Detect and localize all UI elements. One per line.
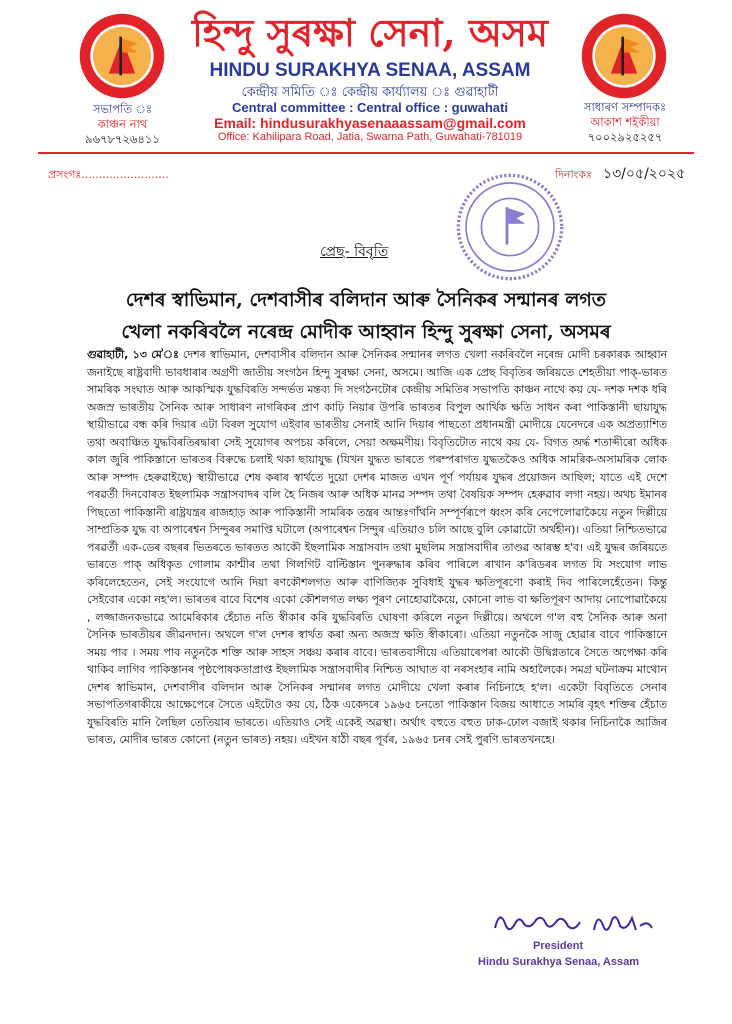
saffron-flag-icon [580,12,668,100]
body-text: দেশৰ স্বাভিমান, দেশবাসীৰ বলিদান আৰু সৈনিকৰ সন্মানৰ লগত খেলা নকৰিবলৈ নৰেন্দ্ৰ মোদী চৰকাৰক আহ্বান জনাইছে ৰাষ্ট্ৰবাদী ভাবধাৰাৰ অগ্ৰণী জাতীয় সংগঠন হিন্দু সুৰক্ষা সেনা, অসমে। আজি এক প্ৰেছ বিবৃতিৰ জৰিয়তে শেহতীয়া পাক্-ভাৰত সামৰিক সংঘাত আৰু আকস্মিক যুদ্ধবিৰতি সন্দৰ্ভত মন্তব্য দি সংগঠনটোৰ কেন্দ্ৰীয় সমিতিৰ সভাপতি কাঞ্চন নাথে কয় যে- দশক দশক ধৰি অজস্ৰ ভাৰতীয় সৈনিক আৰু সাধাৰণ নাগৰিকৰ প্ৰাণ কাঢ়ি নিয়াৰ উপৰি ভাৰতৰ বিপুল আৰ্থিক ক্ষতি সাধন কৰা পাকিস্তানী ছায়াযুদ্ধ স্থায়ীভাৱে বন্ধ কৰি দিয়াৰ এটা বিৰল সুযোগ এইবাৰ ভাৰতীয় সেনাই আনি দিয়াৰ পাছতো প্ৰধানমন্ত্ৰী মোদীয়ে যেনেদৰে এক অপ্ৰত্যাশিত তথা অবাঞ্চিত যুদ্ধবিৰতিৰদ্বাৰা সেই সুযোগৰ অপচয় কৰিলে, সেয়া অক্ষমণীয়। বিবৃতিটোত নাথে কয় যে- বিগত অৰ্দ্ধ শতাব্দীৰো অধিক কাল জুৰি পাকিস্তানে ভাৰতৰ বিৰুদ্ধে চলাই থকা ছায়াযুদ্ধ (যিখন যুদ্ধত ভাৰতে পৰম্পৰাগত যুদ্ধতকৈও অধিক সামৰিক-অসামৰিক লোক আৰু সম্পদ হেৰুৱাইছে) স্থায়ীভাৱে শেষ কৰাৰ স্বাৰ্থতে দুয়ো দেশৰ মাজত এখন পূৰ্ণ পৰ্যায়ৰ যুদ্ধৰ প্ৰয়োজন আছিল; যাতে এই দেশে পৰৱৰ্তী দিনবোৰত ইছলামিক সন্ত্ৰাসবাদৰ বলি হৈ নিজৰ আৰু অধিক মানৱ সম্পদ তথা বৈষয়িক সম্পদ হেৰুৱাব লগা নহয়। অথচ ইমানৰ পিছতো পাকিস্তানী ৰাষ্ট্ৰযন্ত্ৰৰ ৰাজহাড় আৰু পাকিস্তানী সামৰিক তন্ত্ৰৰ আন্তঃগাঁথনি সম্পূৰ্ণৰূপে ধ্বংস কৰি নেপেলোৱাকৈয়ে নতুন দিল্লীয়ে সাম্প্ৰতিক যুদ্ধ বা অপাৰেশ্বন সিন্দুৰৰ সমাপ্তি ঘটালে (অপাৰেশ্বন সিন্দুৰ এতিয়াও চলি আছে বুলি কোৱাটো অৰ্থহীন)। এতিয়া নিশ্চিতভাৱে পৰৱৰ্তী এক-ডেৰ বছৰৰ ভিতৰতে ভাৰতত আকৌ ইছলামিক সন্ত্ৰাসবাদ তথা মুছলিম সন্ত্ৰাসবাদীৰ তাণ্ডৱ আৰম্ভ হ'ব। এই যুদ্ধৰ জৰিয়তে ভাৰতে পাক্ অধিকৃত গোলাম কাশ্মীৰ তথা গিলগিট বাল্টিস্তান পুনৰুদ্ধাৰ কৰিব পাৰিলে ৰাখান ক'ৰিডৰৰ লগত যি সংযোগ লাভ কৰিলেহেতেন, সেই সংযোগে আনি দিয়া ৰণকৌশলগত আৰু বাণিজ্যিক সুবিধাই যুদ্ধৰ ক্ষতিপূৰণো কৰাই দিব পাৰিলেহেঁতেন। কিন্তু সেইবোৰ একো নহ'ল। ভাৰতৰ বাবে বিশেষ একো কৌশলগত লক্ষ্য পূৰণ নোহোৱাকৈয়ে, কোনো লাভ বা ক্ষতিপূৰণ আদায় নোপোৱাকৈয়ে , লজ্জাজনকভাৱে আমেৰিকাৰ হেঁচাত নতি স্বীকাৰ কৰি যুদ্ধবিৰতি ঘোষণা কৰিলে নতুন দিল্লীয়ে। অথলে গ'ল বহু সৈনিক আৰু অনা সৈনিক ভাৰতীয়ৰ জীৱনদান। অথলে গ'ল দেশৰ স্বাৰ্থত কৰা অন্য অজস্ৰ ক্ষতি স্বীকাৰো। এতিয়া নতুনকৈ সাজু হোৱাৰ বাবে পাকিস্তানে সময় পাব । সময় পাব নতুনকৈ শক্তি আৰু সাহস সঞ্চয় কৰাৰ বাবে। ভাৰতবাসীয়ে এতিয়াৰেপৰা আকৌ উদ্বিগ্নতাৰে সৈতে অপেক্ষা কৰি থাকিব লাগিব পাকিস্তানৰ পৃষ্ঠপোষকতাপ্ৰাপ্ত ইছলামিক সন্ত্ৰাসবাদীৰ নিশ্চিত আঘাত বা নৰসংহাৰ নামি অহালৈকে। সমগ্ৰ ঘটনাক্ৰম মাথোন দেশৰ স্বাভিমান, দেশবাসীৰ বলিদান আৰু সৈনিকৰ সন্মানৰ লগত মোদীয়ে খেলা কৰাৰ নিচিনাহে হ'ল। একেটা বিবৃতিতে সেনাৰ সভাপতিগৰাকীয়ে আক্ষেপেৰে সৈতে এইটোও কয় যে, ঠিক একেদৰে ১৯৬৫ চনতো পাকিস্তান বিজয় আধাতে সামৰি বৃহৎ শক্তিৰ হেঁচাত যুদ্ধবিৰতি মানি লৈছিল তেতিয়াৰ ভাৰতে। এতিয়াও সেই একেই অৱস্থা। অৰ্থাৎ বহুতে বহুত ঢাক-ঢোল বজাই থকাৰ নিচিনাকৈ আজিৰ ভাৰত, মোদীৰ ভাৰত কোনো (নতুন ভাৰত) নহয়। এইখন ষাঠী বছৰ পূৰ্বৰ, ১৯৬৫ চনৰ সেই পুৰণি ভাৰতখনহে। [87,348,667,746]
secretary-phone: ৭০০২৯২৫২৫৭ [587,130,663,144]
organization-seal-right [580,12,668,100]
secretary-name: আকাশ শইকীয়া [590,115,660,129]
committee-english: Central committee : Central office : guwahati [232,100,508,115]
stamp-flag-icon [455,172,565,282]
org-email: Email: hindusurakhyasenaaassam@gmail.com [214,115,526,131]
signatory-title: President [533,940,584,952]
date-label: দিনাংকঃ [555,168,592,181]
headline-line-1: দেশৰ স্বাভিমান, দেশবাসীৰ বলিদান আৰু সৈনিকৰ সন্মানৰ লগত [125,289,607,311]
official-stamp [455,172,565,282]
org-title-bengali: হিন্দু সুৰক্ষা সেনা, অসম [192,10,548,55]
saffron-flag-icon [78,12,166,100]
president-name: কাঞ্চন নাথ [97,117,148,131]
president-label: সভাপতি ঃ [92,102,153,116]
signatory-org: Hindu Surakhya Senaa, Assam [478,956,639,968]
headline-line-2: খেলা নকৰিবলৈ নৰেন্দ্ৰ মোদীক আহ্বান হিন্দু সুৰক্ষা সেনা, অসমৰ [121,321,611,343]
press-release-label: প্ৰেছ- বিবৃতি [320,244,389,260]
secretary-contact [560,100,690,145]
handwritten-signature [490,900,660,940]
dateline: গুৱাহাটী, ১৩ মে'ঃ [87,348,179,361]
president-phone: ৯৬৭৮৭২৬৪১১ [85,132,160,146]
date-value: ১৩/০৫/২০২৫ [603,166,686,182]
header-divider [38,152,694,154]
organization-seal-left [78,12,166,100]
president-contact [60,102,185,147]
office-address: Office: Kahilipara Road, Jatia, Swarna Path, Guwahati-781019 [217,131,523,143]
committee-bengali: কেন্দ্ৰীয় সমিতি ঃ কেন্দ্ৰীয় কাৰ্য্যালয় ঃ গুৱাহাটী [241,85,499,100]
press-release-body [87,346,667,749]
org-title-english: HINDU SURAKHYA SENAA, ASSAM [209,60,531,81]
reference-line: প্ৰসংগঃ......................... [48,168,169,181]
secretary-label: সাধাৰণ সম্পাদকঃ [583,100,667,114]
